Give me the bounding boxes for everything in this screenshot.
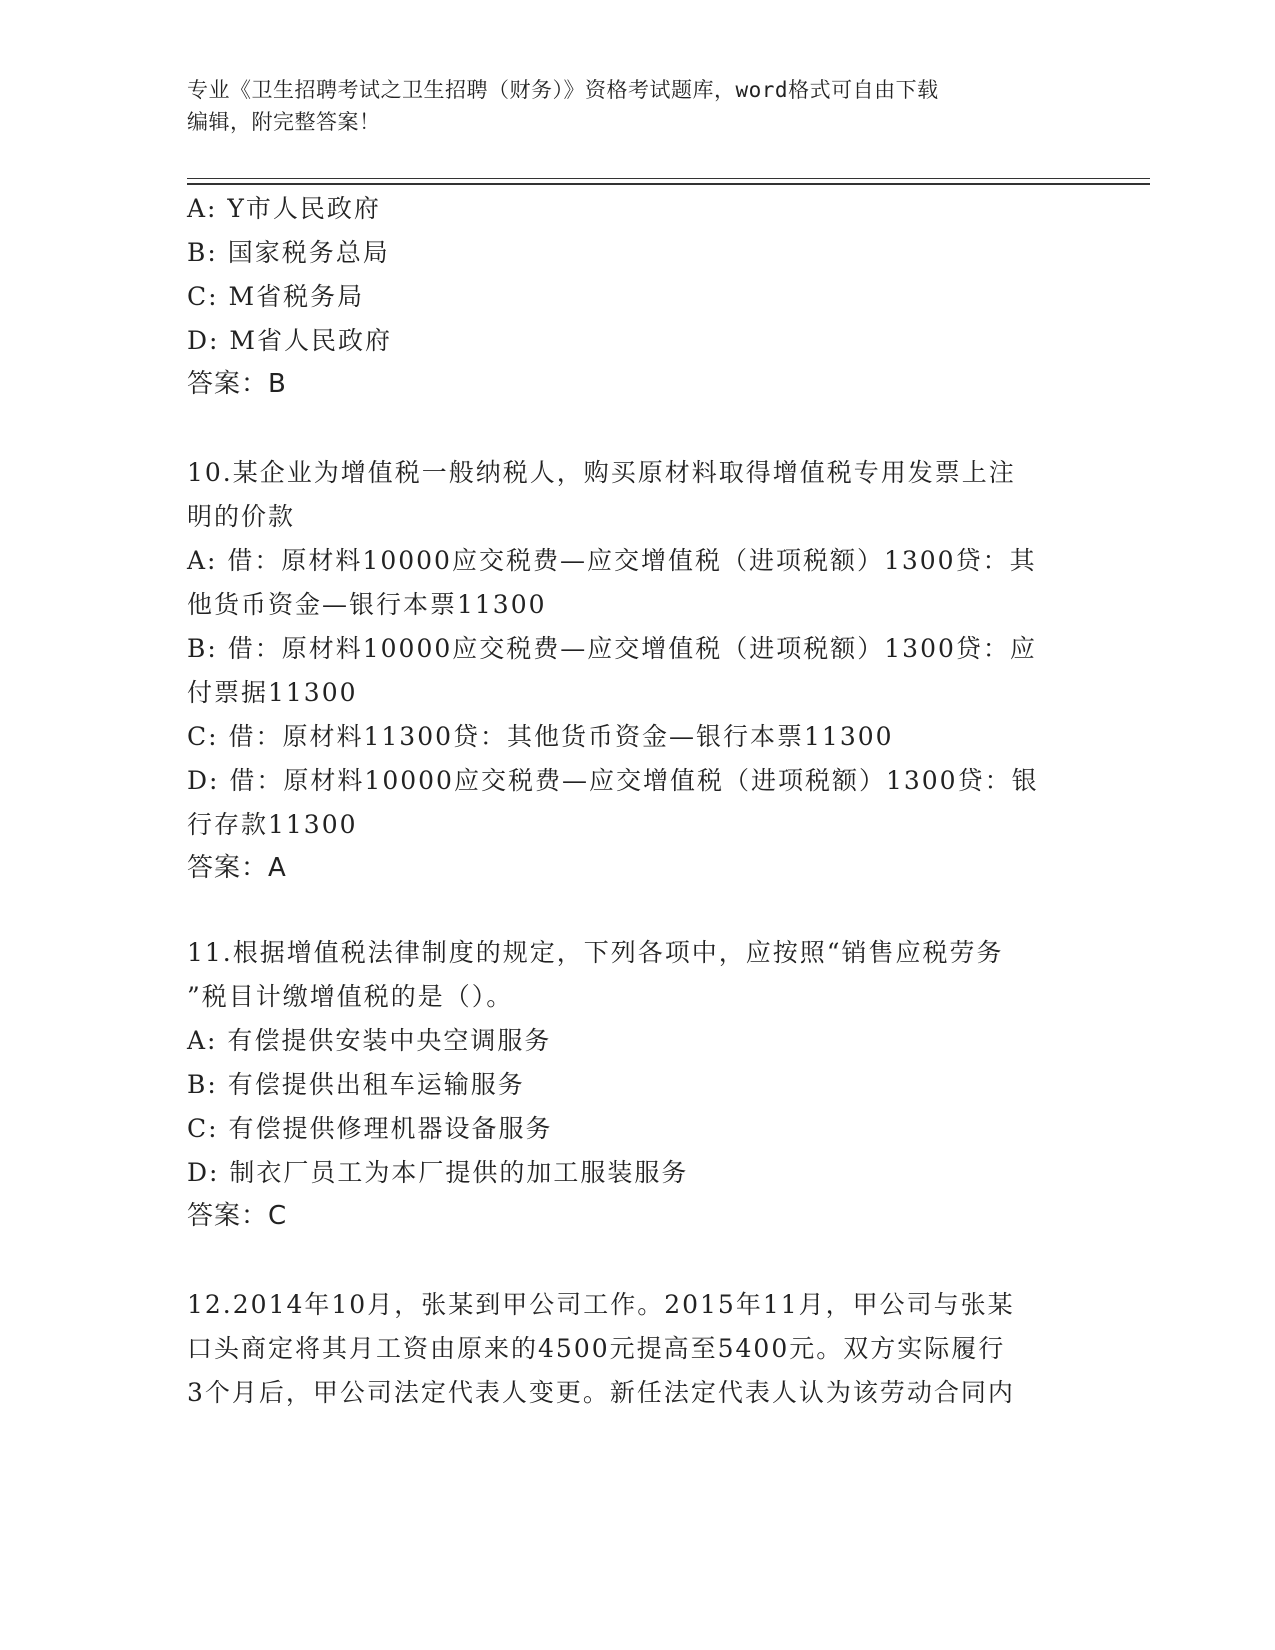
option-d-line-2: 行存款11300 (187, 810, 358, 839)
option-a-line-1: A: 借：原材料10000应交税费—应交增值税（进项税额）1300贷：其 (187, 546, 1037, 575)
option-b: B: 有偿提供出租车运输服务 (187, 1070, 525, 1099)
question-stem-line-2: ”税目计缴增值税的是（）。 (187, 982, 514, 1011)
option-b: B: 国家税务总局 (187, 238, 390, 267)
question-stem-line-1: 12.2014年10月，张某到甲公司工作。2015年11月，甲公司与张某 (187, 1290, 1015, 1319)
option-a: A: Y市人民政府 (187, 194, 381, 223)
answer: 答案：C (187, 1201, 288, 1231)
document-header (187, 74, 1087, 138)
header-line-1: 专业《卫生招聘考试之卫生招聘（财务）》资格考试题库，word格式可自由下载 (187, 78, 939, 102)
option-d: D: M省人民政府 (187, 326, 393, 355)
header-divider-thick (187, 183, 1150, 185)
option-c: C: M省税务局 (187, 282, 365, 311)
option-c: C: 有偿提供修理机器设备服务 (187, 1114, 553, 1143)
question-stem-line-3: 3个月后，甲公司法定代表人变更。新任法定代表人认为该劳动合同内 (187, 1378, 1015, 1407)
question-stem-line-2: 口头商定将其月工资由原来的4500元提高至5400元。双方实际履行 (187, 1334, 1006, 1363)
option-c: C: 借：原材料11300贷：其他货币资金—银行本票11300 (187, 722, 894, 751)
header-line-2: 编辑，附完整答案！ (187, 110, 381, 134)
option-a-line-2: 他货币资金—银行本票11300 (187, 590, 547, 619)
answer: 答案：A (187, 853, 287, 883)
option-d: D: 制衣厂员工为本厂提供的加工服装服务 (187, 1158, 689, 1187)
question-stem-line-2: 明的价款 (187, 502, 296, 531)
header-divider-thin (187, 178, 1150, 179)
option-b-line-2: 付票据11300 (187, 678, 358, 707)
answer: 答案：B (187, 369, 287, 399)
question-stem-line-1: 11.根据增值税法律制度的规定，下列各项中，应按照“销售应税劳务 (187, 938, 1004, 967)
option-d-line-1: D: 借：原材料10000应交税费—应交增值税（进项税额）1300贷：银 (187, 766, 1039, 795)
option-b-line-1: B: 借：原材料10000应交税费—应交增值税（进项税额）1300贷：应 (187, 634, 1037, 663)
option-a: A: 有偿提供安装中央空调服务 (187, 1026, 552, 1055)
question-stem-line-1: 10.某企业为增值税一般纳税人，购买原材料取得增值税专用发票上注 (187, 458, 1016, 487)
